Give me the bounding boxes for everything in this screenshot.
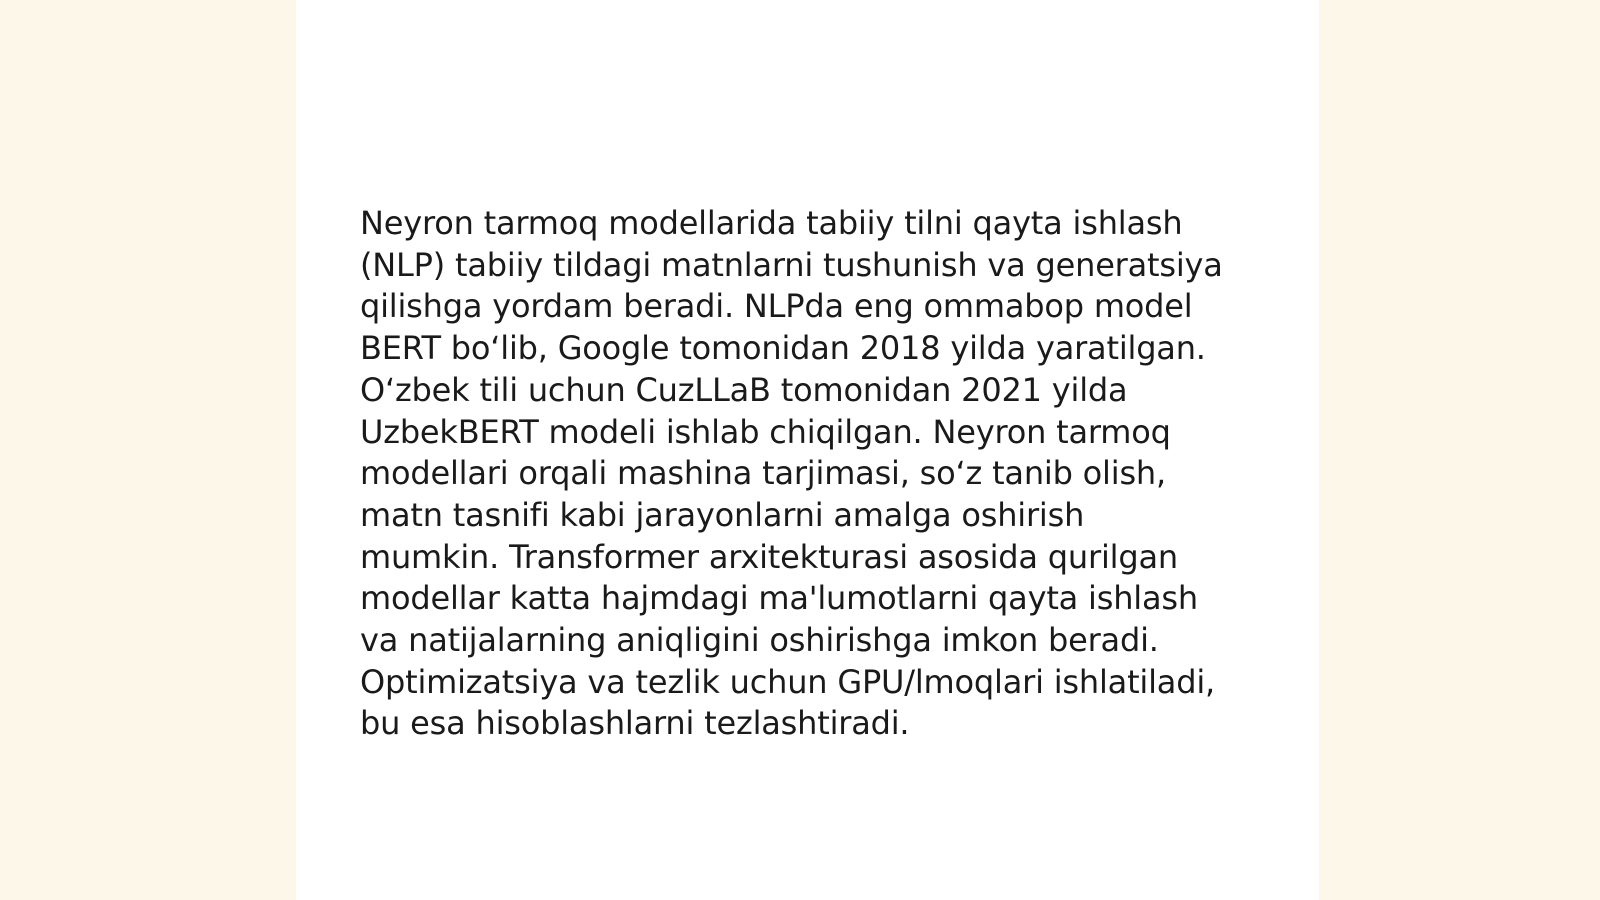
left-margin bbox=[0, 0, 296, 900]
body-paragraph: Neyron tarmoq modellarida tabiiy tilni qayta ishlash (NLP) tabiiy tildagi matnlarni tushunish va generatsiya qilishga yordam beradi. NLPda eng ommabop model BERT bo‘lib, Google tomonidan 2018 yilda yaratilgan. O‘zbek tili uchun CuzLLaB tomonidan 2021 yilda UzbekBERT modeli ishlab chiqilgan. Neyron tarmoq modellari orqali mashina tarjimasi, so‘z tanib olish, matn tasnifi kabi jarayonlarni amalga oshirish mumkin. Transformer arxitekturasi asosida qurilgan modellar katta hajmdagi ma'lumotlarni qayta ishlash va natijalarning aniqligini oshirishga imkon beradi. Optimizatsiya va tezlik uchun GPU/lmoqlari ishlatiladi, bu esa hisoblashlarni tezlashtiradi. bbox=[360, 204, 1223, 743]
right-margin bbox=[1319, 0, 1600, 900]
document-page bbox=[296, 0, 1319, 900]
